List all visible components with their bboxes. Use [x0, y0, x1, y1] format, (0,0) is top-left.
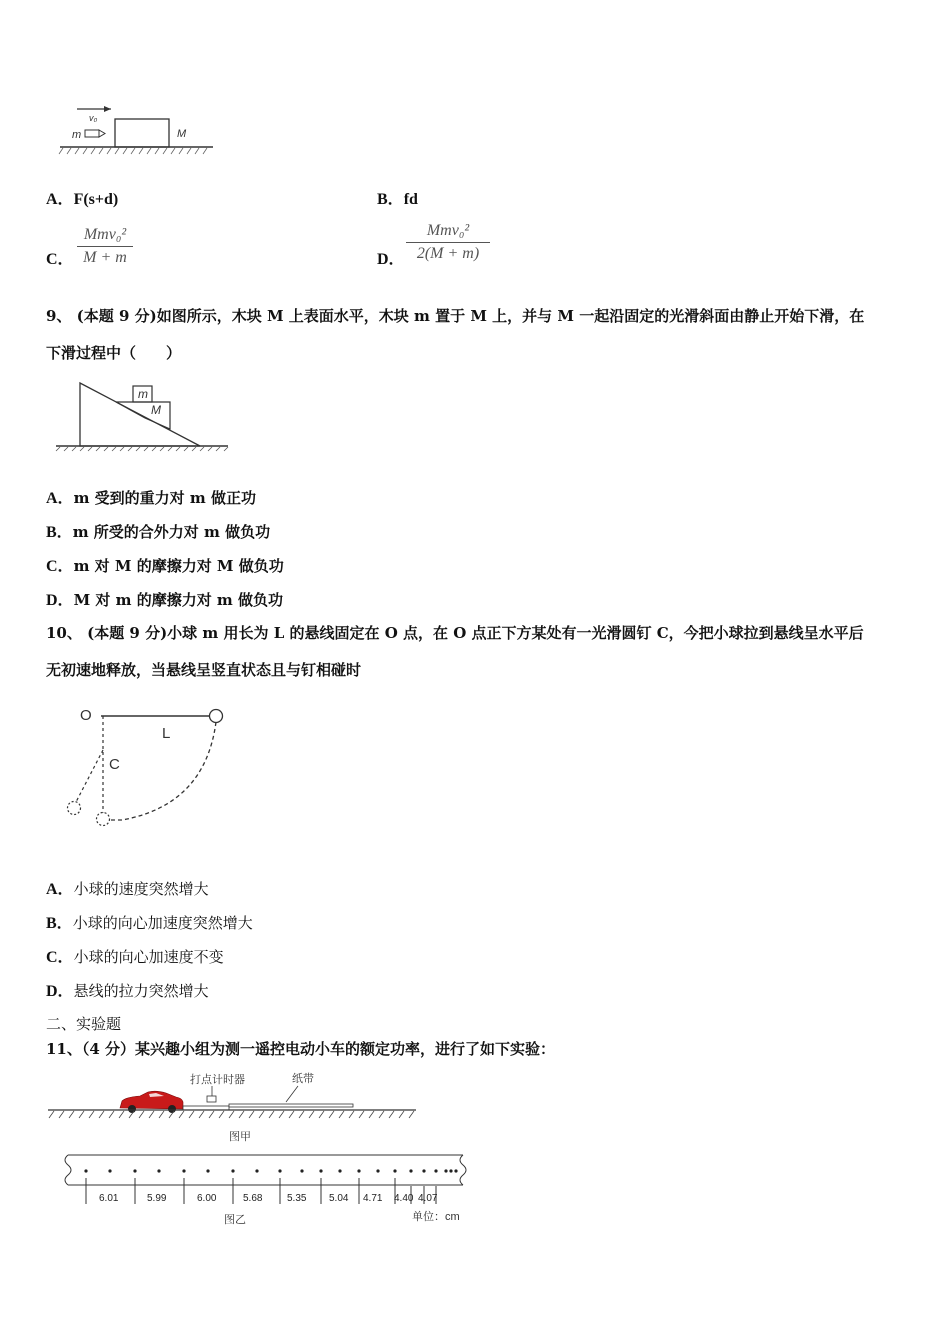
q8-M-label: M [177, 128, 187, 140]
timer [207, 1096, 216, 1102]
segment-2: 5.99 [147, 1193, 167, 1204]
segment-3: 6.00 [197, 1193, 217, 1204]
q8-option-b[interactable] [377, 186, 418, 209]
q8-option-a[interactable] [46, 186, 118, 209]
q9-figure [54, 380, 232, 452]
q8-m-label: m [72, 129, 82, 141]
fraction-numerator: Mmv₀² [77, 226, 133, 247]
q10-option-a[interactable] [46, 876, 209, 899]
q11-stem-line1: 11、（4 分）某兴趣小组为测一遥控电动小车的额定功率，进行了如下实验： [46, 1040, 556, 1058]
ball-bottom [97, 813, 110, 826]
segment-4: 5.68 [243, 1193, 263, 1204]
option-text: 小球的向心加速度突然增大 [72, 914, 253, 932]
option-label: B． [46, 915, 73, 932]
option-label: D． [46, 592, 74, 609]
ball-swing [68, 802, 81, 815]
segment-7: 4.71 [363, 1193, 383, 1204]
q8-figure [55, 100, 220, 162]
q10-option-b[interactable] [46, 910, 253, 933]
option-label: A． [46, 490, 74, 507]
fraction-denominator: M + m [83, 249, 127, 266]
fig-a-caption: 图甲 [229, 1131, 251, 1143]
segment-9: 4.07 [418, 1193, 438, 1204]
tape-label: 纸带 [292, 1073, 314, 1085]
q11-figure-a [46, 1068, 421, 1146]
fig-b-caption: 图乙 [224, 1214, 246, 1226]
q8-option-c[interactable] [46, 246, 74, 269]
paper-tape [229, 1104, 353, 1107]
q10-stem-line2: 无初速地释放，当悬线呈竖直状态且与钉相碰时 [46, 661, 362, 679]
segment-8: 4.40 [394, 1193, 414, 1204]
segment-1: 6.01 [99, 1193, 119, 1204]
fraction-numerator: Mmv₀² [406, 222, 490, 243]
option-text: 小球的向心加速度不变 [73, 948, 224, 966]
length-L-label: L [162, 725, 171, 742]
section-title: 二、实验题 [46, 1015, 122, 1033]
segment-5: 5.35 [287, 1193, 307, 1204]
nail-C-label: C [109, 756, 120, 773]
option-text: m 对 M 的摩擦力对 M 做负功 [73, 557, 284, 575]
fig-b-unit: 单位：cm [412, 1211, 460, 1223]
option-label: A． [46, 191, 74, 208]
option-label: A． [46, 881, 74, 898]
option-label: B． [377, 191, 404, 208]
option-text: 悬线的拉力突然增大 [73, 982, 209, 1000]
option-text: fd [403, 191, 418, 208]
q9-option-b[interactable] [46, 519, 270, 542]
ball-start [210, 710, 223, 723]
q10-figure [60, 700, 240, 835]
q9-stem-line1: 9、 (本题 9 分)如图所示，木块 M 上表面水平，木块 m 置于 M 上，并与 M 一起沿固定的光滑斜面由静止开始下滑，在 [46, 307, 865, 325]
q9-option-a[interactable] [46, 485, 256, 508]
block-M [115, 119, 169, 147]
q8-option-c-fraction [77, 226, 133, 267]
q10-option-c[interactable] [46, 944, 224, 967]
q9-M-label: M [151, 403, 161, 417]
q10-stem-line1: 10、 (本题 9 分)小球 m 用长为 L 的悬线固定在 O 点，在 O 点正下方某处有一光滑圆钉 C，今把小球拉到悬线呈水平后 [46, 624, 864, 642]
q8-option-d[interactable] [377, 246, 405, 269]
option-text: M 对 m 的摩擦力对 m 做负功 [73, 591, 284, 609]
timer-label: 打点计时器 [190, 1074, 245, 1086]
q8-option-d-fraction [406, 222, 490, 263]
option-text: m 受到的重力对 m 做正功 [73, 489, 256, 507]
option-label: C． [46, 949, 74, 966]
segment-6: 5.04 [329, 1193, 349, 1204]
q11-figure-b [58, 1148, 478, 1230]
q9-option-d[interactable] [46, 587, 283, 610]
bullet [85, 130, 99, 137]
fraction-denominator: 2(M + m) [416, 245, 480, 262]
option-text: m 所受的合外力对 m 做负功 [72, 523, 271, 541]
q8-v0-label: v₀ [89, 113, 98, 123]
option-text: F(s+d) [73, 191, 119, 208]
q9-m-label: m [138, 387, 148, 401]
q9-stem-line2: 下滑过程中（ ） [46, 344, 182, 362]
option-label: C． [46, 251, 74, 268]
option-label: D． [46, 983, 74, 1000]
q9-option-c[interactable] [46, 553, 284, 576]
q10-option-d[interactable] [46, 978, 209, 1001]
option-label: D． [377, 251, 405, 268]
option-text: 小球的速度突然增大 [73, 880, 209, 898]
option-label: C． [46, 558, 74, 575]
option-label: B． [46, 524, 73, 541]
pivot-O-label: O [80, 707, 92, 724]
